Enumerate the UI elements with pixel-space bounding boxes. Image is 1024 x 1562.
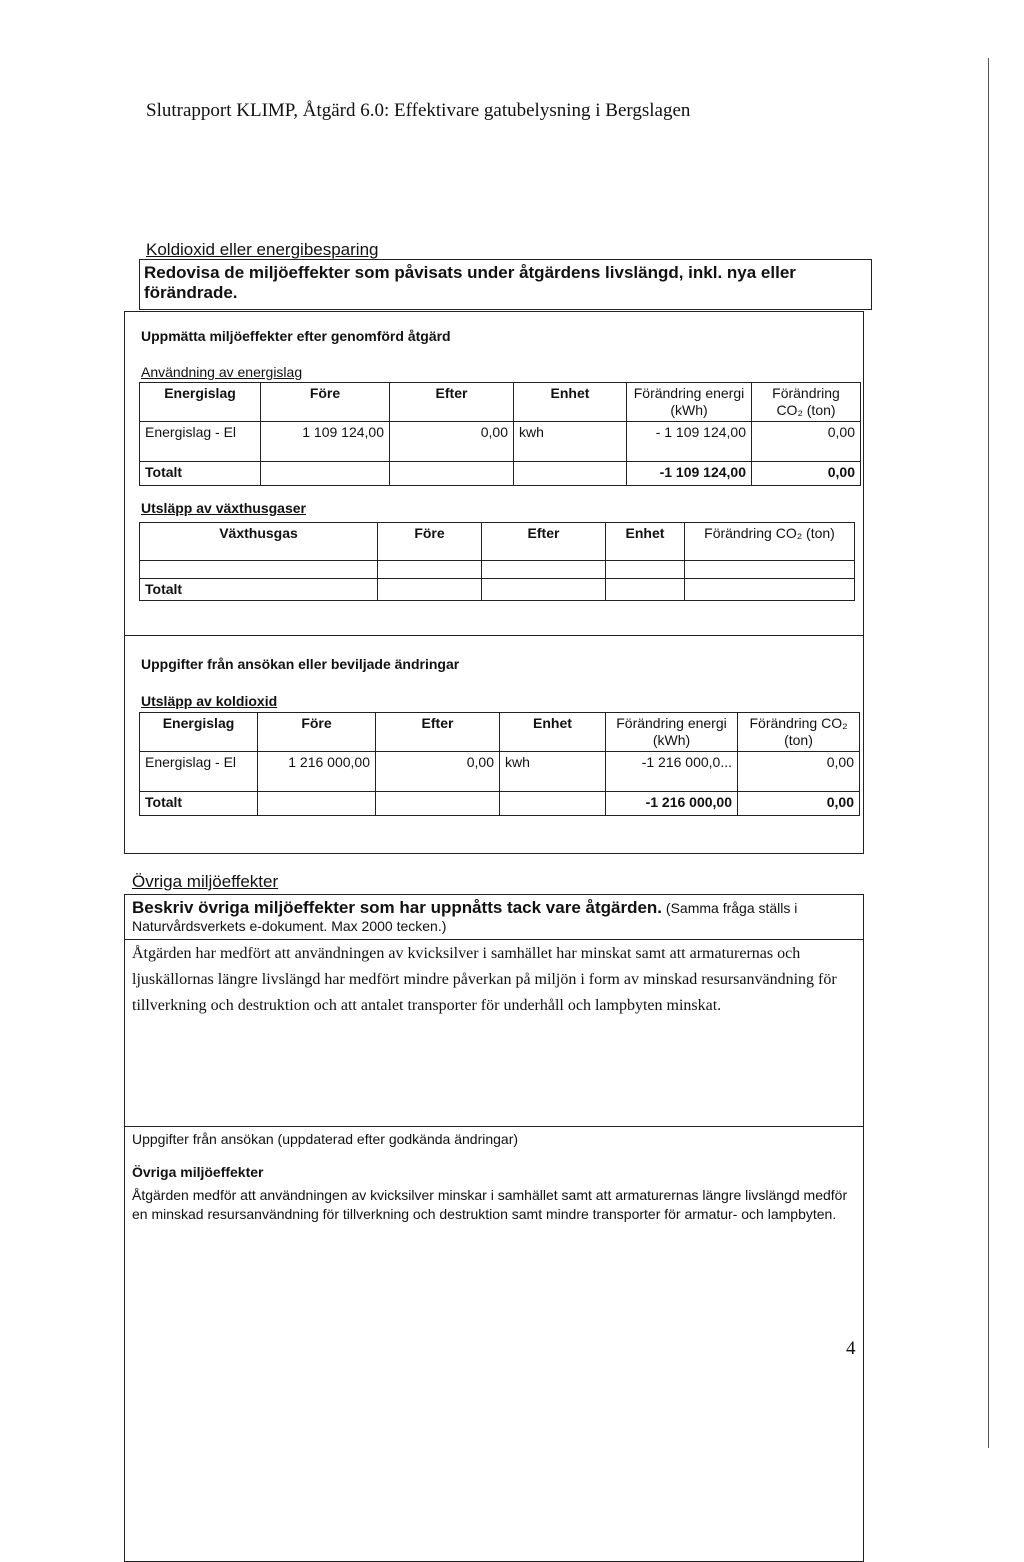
table-cell: Energislag - El [140, 752, 258, 792]
col-header: Växthusgas [140, 523, 378, 561]
table-cell [376, 792, 500, 816]
table-cell [261, 462, 390, 486]
table-header-row [140, 383, 861, 422]
col-header: Förändring CO₂ (ton) [738, 713, 860, 752]
col-header: Energislag [140, 713, 258, 752]
col-header: Efter [482, 523, 606, 561]
scan-edge-line [988, 58, 989, 1448]
table-cell [140, 561, 378, 579]
page-number: 4 [846, 1338, 856, 1359]
ghg-emissions-title: Utsläpp av växthusgaser [141, 500, 306, 516]
table-total-row [140, 792, 860, 816]
col-header: Efter [376, 713, 500, 752]
divider [124, 1126, 864, 1127]
table-cell [378, 579, 482, 601]
table-cell: -1 216 000,00 [606, 792, 738, 816]
table-cell [258, 792, 376, 816]
table-cell: 0,00 [390, 422, 514, 462]
col-header: Förändring CO₂ (ton) [685, 523, 855, 561]
table-cell [514, 462, 627, 486]
energy-usage-title: Användning av energislag [141, 364, 303, 380]
col-header: Förändring energi (kWh) [606, 713, 738, 752]
ghg-emissions-table [139, 522, 855, 601]
col-header: Förändring CO₂ (ton) [752, 383, 861, 422]
section2-application-title: Uppgifter från ansökan (uppdaterad efter godkända ändringar) [132, 1131, 519, 1147]
table-row [140, 422, 861, 462]
table-cell [390, 462, 514, 486]
table-cell: Totalt [140, 462, 261, 486]
co2-emissions-table [139, 712, 860, 816]
table-cell: 1 216 000,00 [258, 752, 376, 792]
table-cell: - 1 109 124,00 [627, 422, 752, 462]
co2-emissions-title: Utsläpp av koldioxid [141, 693, 278, 709]
table-cell: Totalt [140, 579, 378, 601]
table-cell: 0,00 [376, 752, 500, 792]
table-cell: 0,00 [752, 422, 861, 462]
table-cell [685, 561, 855, 579]
table-cell: 0,00 [738, 792, 860, 816]
table-cell [378, 561, 482, 579]
page-title: Slutrapport KLIMP, Åtgärd 6.0: Effektivare gatubelysning i Bergslagen [146, 100, 691, 121]
col-header: Före [378, 523, 482, 561]
table-cell: 1 109 124,00 [261, 422, 390, 462]
col-header: Energislag [140, 383, 261, 422]
table-cell: -1 216 000,0... [606, 752, 738, 792]
col-header: Före [258, 713, 376, 752]
table-cell [500, 792, 606, 816]
table-cell: -1 109 124,00 [627, 462, 752, 486]
col-header: Enhet [500, 713, 606, 752]
divider [124, 635, 864, 636]
table-header-row [140, 523, 855, 561]
col-header: Förändring energi (kWh) [627, 383, 752, 422]
table-cell [606, 561, 685, 579]
table-header-row [140, 713, 860, 752]
section2-question-note: (Samma fråga ställs i Naturvårdsverkets e-dokument. Max 2000 tecken.) [132, 900, 798, 934]
section2-answer: Åtgärden har medfört att användningen av kvicksilver i samhället har minskat samt att armaturernas och ljuskällornas längre livslängd har medfört mindre påverkan på miljön i form av minskad resursanvändning för tillverkning och destruktion och att antalet transporter för underhåll och lampbyten minskat. [132, 945, 837, 1014]
table-cell: 0,00 [752, 462, 861, 486]
section1-question: Redovisa de miljöeffekter som påvisats under åtgärdens livslängd, inkl. nya eller förändrade. [144, 263, 796, 302]
divider [124, 939, 864, 940]
table-row [140, 752, 860, 792]
table-cell: kwh [500, 752, 606, 792]
table-cell [685, 579, 855, 601]
col-header: Enhet [606, 523, 685, 561]
col-header: Enhet [514, 383, 627, 422]
table-cell: 0,00 [738, 752, 860, 792]
section2-question-main: Beskriv övriga miljöeffekter som har uppnåtts tack vare åtgärden. [132, 898, 663, 917]
energy-usage-table [139, 382, 861, 486]
table-row [140, 561, 855, 579]
section2-question [132, 899, 854, 935]
table-cell [482, 561, 606, 579]
table-cell [482, 579, 606, 601]
section2-application-text: Åtgärden medför att användningen av kvicksilver minskar i samhället samt att armaturernas längre livslängd medför en minskad resursanvändning för tillverkning och destruktion samt mindre transporter för armatur- och lampbyten. [132, 1187, 848, 1222]
col-header: Efter [390, 383, 514, 422]
measured-effects-title: Uppmätta miljöeffekter efter genomförd åtgärd [141, 328, 451, 344]
table-cell [606, 579, 685, 601]
table-cell: Energislag - El [140, 422, 261, 462]
table-cell: kwh [514, 422, 627, 462]
table-total-row [140, 462, 861, 486]
col-header: Före [261, 383, 390, 422]
section2-application-subtitle: Övriga miljöeffekter [132, 1164, 264, 1180]
table-cell: Totalt [140, 792, 258, 816]
section-heading-co2: Koldioxid eller energibesparing [146, 240, 379, 259]
table-total-row [140, 579, 855, 601]
section-heading-other-effects: Övriga miljöeffekter [132, 872, 279, 891]
application-data-title: Uppgifter från ansökan eller beviljade ändringar [141, 656, 460, 672]
